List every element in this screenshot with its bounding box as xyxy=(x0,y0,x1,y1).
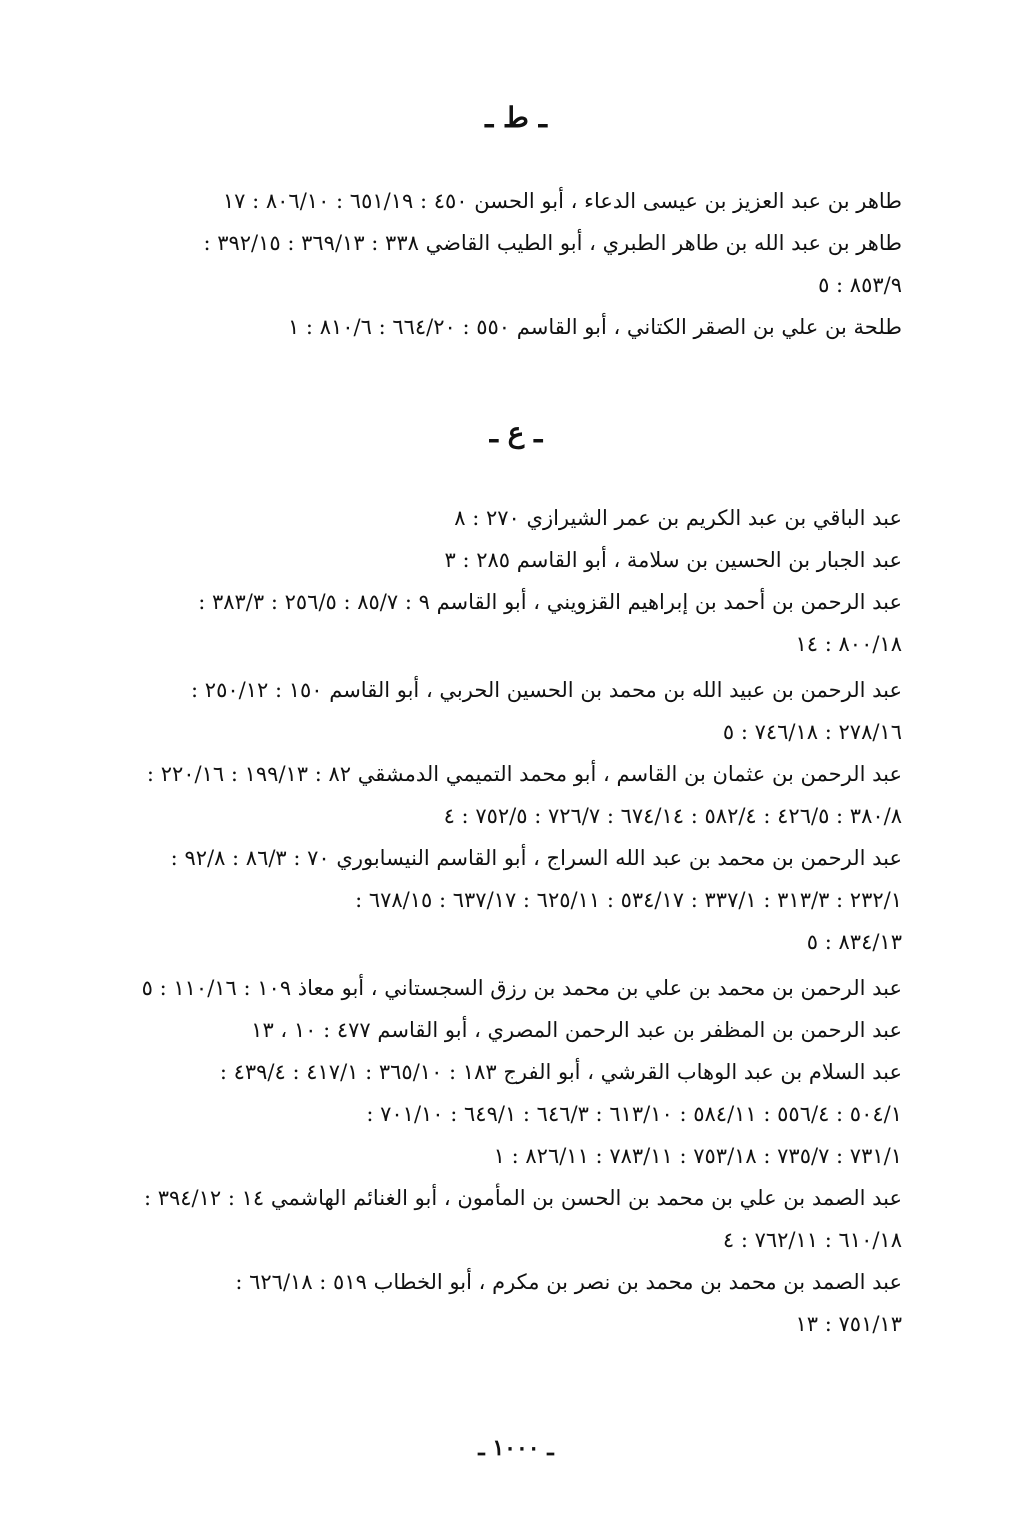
index-entry xyxy=(100,1051,902,1177)
entry-line: طاهر بن عبد الله بن طاهر الطبري ، أبو الطيب القاضي ٣٣٨ : ٣٦٩/١٣ : ٣٩٢/١٥ : xyxy=(203,231,902,255)
index-entry xyxy=(100,837,902,963)
entry-line: عبد الرحمن بن محمد بن علي بن محمد بن رزق السجستاني ، أبو معاذ ١٠٩ : ١١٠/١٦ : ٥ xyxy=(141,976,902,1000)
index-entry xyxy=(100,1177,902,1261)
entry-line: عبد الجبار بن الحسين بن سلامة ، أبو القاسم ٢٨٥ : ٣ xyxy=(444,548,902,572)
entry-line: طلحة بن علي بن الصقر الكتاني ، أبو القاسم ٥٥٠ : ٦٦٤/٢٠ : ٨١٠/٦ : ١ xyxy=(287,315,902,339)
entry-line-continued: ٨٥٣/٩ : ٥ xyxy=(818,273,902,297)
entry-line: عبد الرحمن بن عثمان بن القاسم ، أبو محمد التميمي الدمشقي ٨٢ : ١٩٩/١٣ : ٢٢٠/١٦ : xyxy=(146,762,902,786)
page-number: ـ ١٠٠٠ ـ xyxy=(478,1435,554,1461)
index-entry xyxy=(100,753,902,837)
entry-line-continued: ٢٧٨/١٦ : ٧٤٦/١٨ : ٥ xyxy=(722,720,902,744)
index-entry xyxy=(100,180,902,222)
entries-list-ta xyxy=(100,180,902,348)
entry-line: عبد الرحمن بن عبيد الله بن محمد بن الحسين الحربي ، أبو القاسم ١٥٠ : ٢٥٠/١٢ : xyxy=(191,678,902,702)
index-entry xyxy=(100,539,902,581)
index-entry xyxy=(100,222,902,306)
index-entry xyxy=(100,1009,902,1051)
entry-line: عبد الصمد بن محمد بن محمد بن نصر بن مكرم ، أبو الخطاب ٥١٩ : ٦٢٦/١٨ : xyxy=(235,1270,902,1294)
entry-line-continued: ٧٥١/١٣ : ١٣ xyxy=(795,1312,902,1336)
entry-line-continued: ٨٣٤/١٣ : ٥ xyxy=(806,930,902,954)
entry-line-continued: ٦١٠/١٨ : ٧٦٢/١١ : ٤ xyxy=(722,1228,902,1252)
entry-line-continued: ٥٠٤/١ : ٥٥٦/٤ : ٥٨٤/١١ : ٦١٣/١٠ : ٦٤٦/٣ : ٦٤٩/١ : ٧٠١/١٠ : xyxy=(366,1102,902,1126)
index-entry xyxy=(100,497,902,539)
entry-line-continued: ٣٨٠/٨ : ٤٢٦/٥ : ٥٨٢/٤ : ٦٧٤/١٤ : ٧٢٦/٧ : ٧٥٢/٥ : ٤ xyxy=(443,804,902,828)
entry-line-continued: ٧٣١/١ : ٧٣٥/٧ : ٧٥٣/١٨ : ٧٨٣/١١ : ٨٢٦/١١ : ١ xyxy=(493,1144,902,1168)
entry-line-continued: ٢٣٢/١ : ٣١٣/٣ : ٣٣٧/١ : ٥٣٤/١٧ : ٦٢٥/١١ : ٦٣٧/١٧ : ٦٧٨/١٥ : xyxy=(355,888,902,912)
entry-line: عبد السلام بن عبد الوهاب القرشي ، أبو الفرج ١٨٣ : ٣٦٥/١٠ : ٤١٧/١ : ٤٣٩/٤ : xyxy=(219,1060,902,1084)
entry-line: طاهر بن عبد العزيز بن عيسى الدعاء ، أبو الحسن ٤٥٠ : ٦٥١/١٩ : ٨٠٦/١٠ : ١٧ xyxy=(222,189,902,213)
index-entry xyxy=(100,967,902,1009)
entries-list-ain xyxy=(100,497,902,1345)
entry-line: عبد الرحمن بن محمد بن عبد الله السراج ، أبو القاسم النيسابوري ٧٠ : ٨٦/٣ : ٩٢/٨ : xyxy=(170,846,902,870)
index-entry xyxy=(100,669,902,753)
section-header-ta: ـ ط ـ xyxy=(485,101,547,134)
index-entry xyxy=(100,306,902,348)
index-entry xyxy=(100,1261,902,1345)
entry-line: عبد الباقي بن عبد الكريم بن عمر الشيرازي ٢٧٠ : ٨ xyxy=(454,506,902,530)
entry-line-continued: ٨٠٠/١٨ : ١٤ xyxy=(795,632,902,656)
entry-line: عبد الرحمن بن المظفر بن عبد الرحمن المصري ، أبو القاسم ٤٧٧ : ١٠ ، ١٣ xyxy=(251,1018,902,1042)
section-header-ain: ـ ع ـ xyxy=(489,416,543,449)
entry-line: عبد الصمد بن علي بن محمد بن الحسن بن المأمون ، أبو الغنائم الهاشمي ١٤ : ٣٩٤/١٢ : xyxy=(143,1186,902,1210)
index-entry xyxy=(100,581,902,665)
entry-line: عبد الرحمن بن أحمد بن إبراهيم القزويني ، أبو القاسم ٩ : ٨٥/٧ : ٢٥٦/٥ : ٣٨٣/٣ : xyxy=(198,590,902,614)
